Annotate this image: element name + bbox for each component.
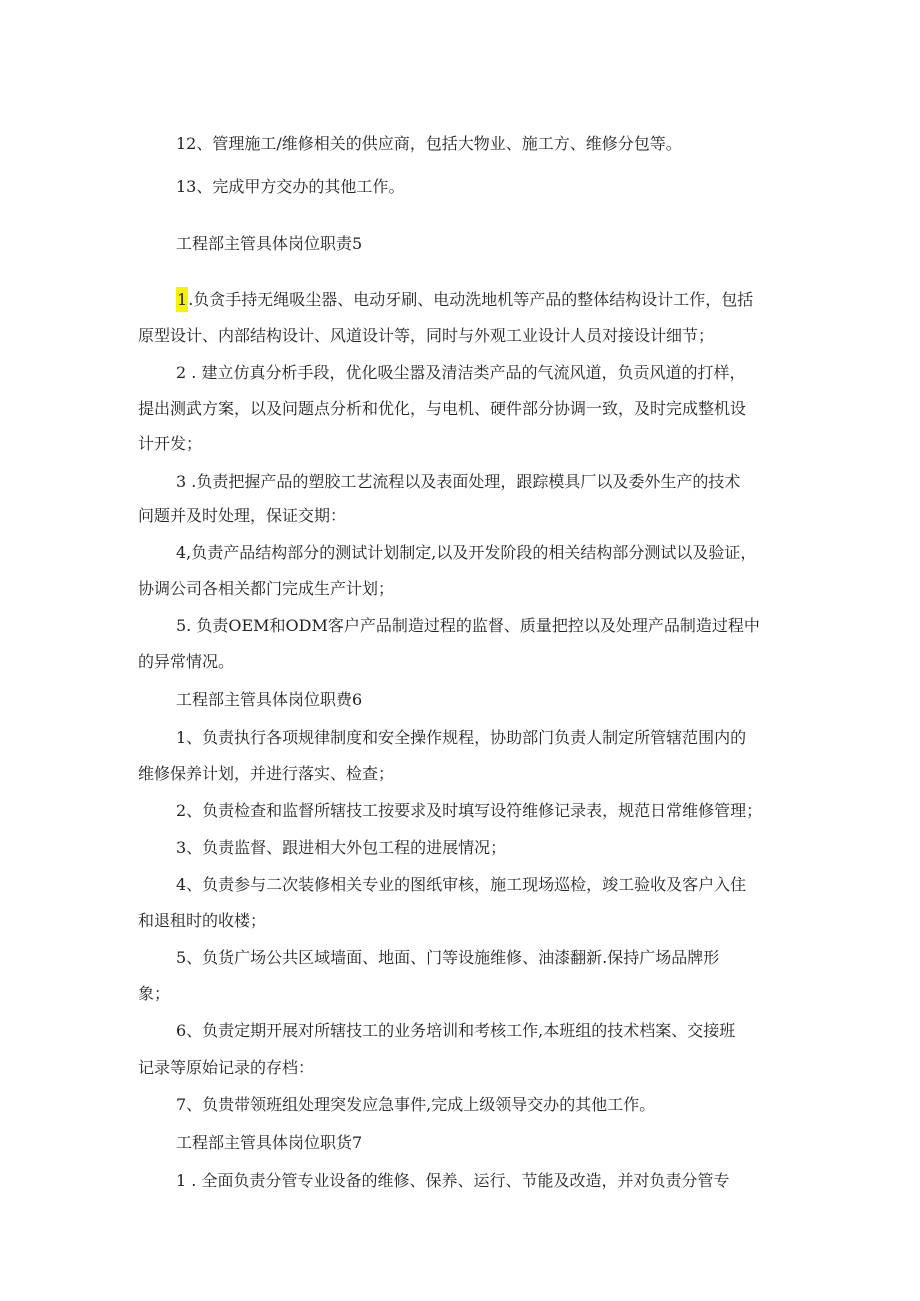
paragraph-line: 1、负责执行各项规律制度和安全操作规程，协助部门负责人制定所管辖范围内的	[176, 728, 747, 747]
paragraph-line: 1 . 全面负责分管专业设备的维修、保养、运行、节能及改造，并对负责分管专	[176, 1171, 730, 1190]
paragraph-line: 和退租时的收楼；	[138, 911, 267, 930]
paragraph-line: 象；	[138, 984, 171, 1003]
paragraph-line: 12、管理施工/维修相关的供应商，包括大物业、施工方、维修分包等。	[176, 134, 682, 153]
paragraph-line: 13、完成甲方交办的其他工作。	[176, 177, 405, 196]
section-heading: 工程部主管具体岗位职费6	[176, 690, 363, 709]
paragraph-line: 的异常情况。	[138, 652, 235, 671]
paragraph-line: 维修保养计划，并进行落实、检查；	[138, 764, 395, 783]
paragraph-line: 1.负贪手持无绳吸尘器、电动牙刷、电动洗地机等产品的整体结构设计工作，包括	[176, 290, 753, 310]
paragraph-line: 4,负责产品结构部分的测试计划制定,以及开发阶段的相关结构部分测试以及验证，	[176, 543, 757, 562]
paragraph-line: 6、负责定期开展对所辖技工的业务培训和考核工作,本班组的技术档案、交接班	[176, 1021, 736, 1040]
paragraph-line: 计开发；	[138, 434, 203, 453]
paragraph-line: 5. 负责OEM和ODM客户产品制造过程的监督、质量把控以及处理产品制造过程中	[176, 616, 760, 635]
paragraph-line: 4、负责参与二次装修相关专业的图纸审核，施工现场巡检，竣工验收及客户入住	[176, 875, 747, 894]
paragraph-line: 提出测武方案，以及问题点分析和优化，与电机、硬件部分协调一致，及时完成整机设	[138, 399, 747, 418]
paragraph-line: 7、负贵带领班组处理突发应急事件,完成上级领导交办的其他工作。	[176, 1095, 656, 1114]
paragraph-line: 问题并及时处理，保证交期：	[138, 506, 347, 525]
paragraph-line: 协调公司各相关都门完成生产计划；	[138, 579, 395, 598]
paragraph-line: 记录等原始记录的存档：	[138, 1058, 315, 1077]
paragraph-line: 原型设计、内部结构设计、风道设计等，同时与外观工业设计人员对接设计细节；	[138, 326, 715, 345]
section-heading: 工程部主管具体岗位职货7	[176, 1133, 363, 1152]
paragraph-line: 5、负货广场公共区域墙面、地面、门等设施维修、油漆翻新.保持广场品牌形	[176, 948, 720, 967]
highlight-marker: 1	[176, 287, 188, 312]
paragraph-line: 3 .负责把握产品的塑胶工艺流程以及表面处理，跟踪模具厂以及委外生产的技术	[176, 472, 741, 491]
paragraph-line: 2 . 建立仿真分析手段，优化吸尘嚣及清洁类产品的气流风道，负贡风道的打样，	[176, 363, 746, 382]
section-heading: 工程部主管具体岗位职责5	[176, 234, 363, 253]
paragraph-line: 3、负责监督、跟进相大外包工程的进展情况；	[176, 838, 507, 857]
paragraph-line: 2、负责检查和监督所辖技工按要求及时填写设符维修记录表，规范日常维修管理；	[176, 801, 763, 820]
